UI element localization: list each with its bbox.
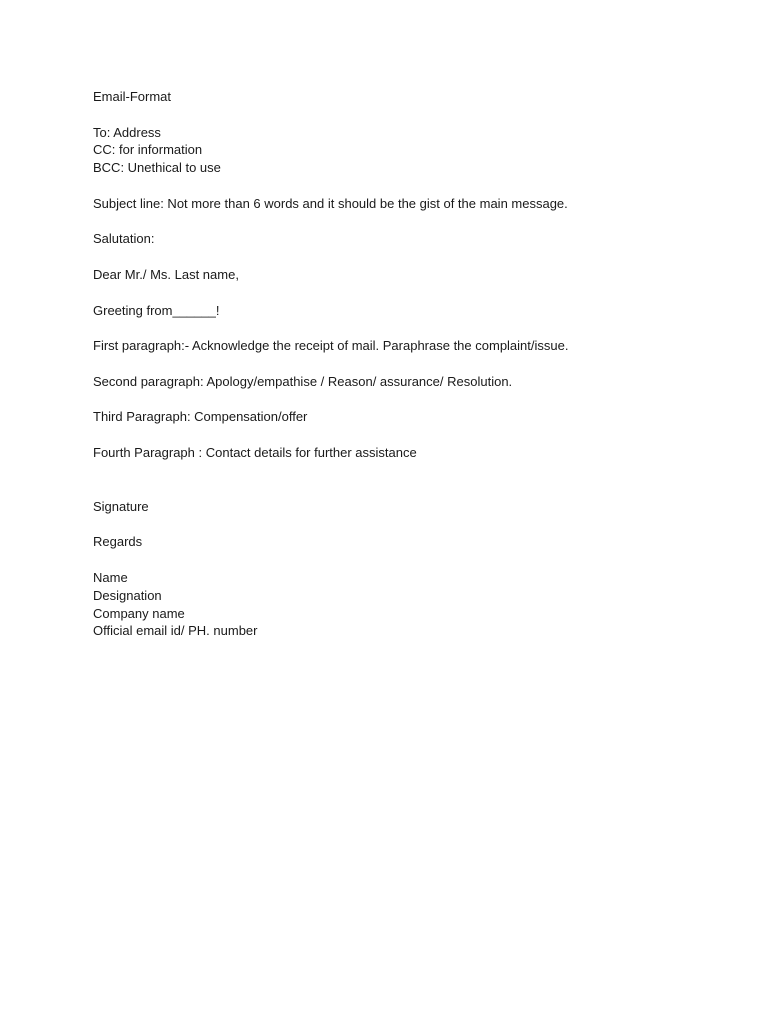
greeting-line: Greeting from______! bbox=[93, 302, 220, 318]
spacer bbox=[93, 213, 713, 231]
spacer bbox=[93, 391, 713, 409]
spacer bbox=[93, 551, 713, 569]
signature-contact: Official email id/ PH. number bbox=[93, 623, 258, 639]
first-paragraph: First paragraph:- Acknowledge the receipt of mail. Paraphrase the complaint/issue. bbox=[93, 338, 569, 354]
signature-name: Name bbox=[93, 569, 128, 585]
salutation-heading: Salutation: bbox=[93, 231, 155, 247]
second-paragraph: Second paragraph: Apology/empathise / Reason/ assurance/ Resolution. bbox=[93, 373, 513, 389]
cc-line: CC: for information bbox=[93, 142, 203, 158]
salutation-line: Dear Mr./ Ms. Last name, bbox=[93, 266, 239, 282]
spacer bbox=[93, 248, 713, 266]
signature-designation: Designation bbox=[93, 587, 162, 603]
to-line: To: Address bbox=[93, 124, 161, 140]
signature-heading: Signature bbox=[93, 498, 149, 514]
spacer bbox=[93, 516, 713, 534]
spacer bbox=[93, 284, 713, 302]
fourth-paragraph: Fourth Paragraph : Contact details for further assistance bbox=[93, 444, 417, 460]
closing-line: Regards bbox=[93, 534, 143, 550]
spacer bbox=[93, 355, 713, 373]
spacer bbox=[93, 462, 713, 498]
spacer bbox=[93, 106, 713, 124]
signature-company: Company name bbox=[93, 605, 185, 621]
subject-line: Subject line: Not more than 6 words and it should be the gist of the main message. bbox=[93, 195, 568, 211]
bcc-line: BCC: Unethical to use bbox=[93, 160, 221, 176]
spacer bbox=[93, 319, 713, 337]
document-title: Email-Format bbox=[93, 89, 172, 104]
third-paragraph: Third Paragraph: Compensation/offer bbox=[93, 409, 308, 425]
document-body bbox=[93, 88, 713, 640]
spacer bbox=[93, 177, 713, 195]
spacer bbox=[93, 426, 713, 444]
